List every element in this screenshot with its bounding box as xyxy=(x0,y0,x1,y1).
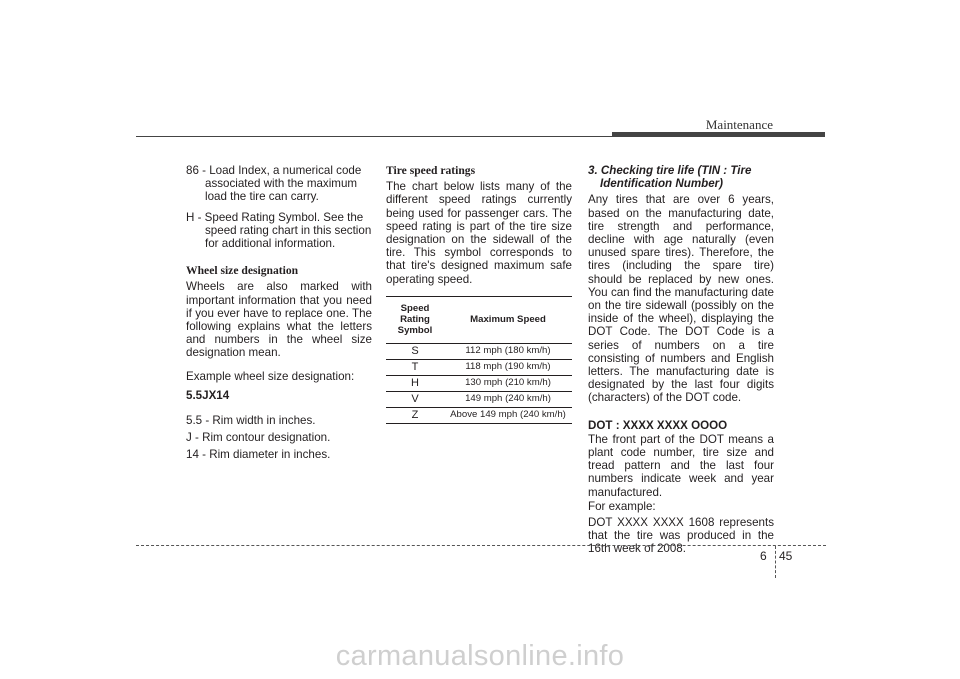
header-symbol: Speed Rating Symbol xyxy=(386,296,444,343)
rim-diameter-item: 14 - Rim diameter in inches. xyxy=(186,448,331,462)
section-title: Maintenance xyxy=(705,117,773,132)
chapter-number: 6 xyxy=(760,549,767,563)
table-row xyxy=(386,407,572,423)
rating-speed: 130 mph (210 km/h) xyxy=(444,375,572,391)
rating-symbol: S xyxy=(386,343,444,359)
table-row xyxy=(386,375,572,391)
rating-symbol: Z xyxy=(386,407,444,423)
dot-code: DOT : XXXX XXXX OOOO xyxy=(588,418,728,432)
dot-explanation: The front part of the DOT means a plant code number, tire size and tread pattern and the last four numbers indicate week and year manufactured. xyxy=(588,432,774,499)
rating-symbol: H xyxy=(386,375,444,391)
rating-speed: 149 mph (240 km/h) xyxy=(444,391,572,407)
column-right xyxy=(588,164,774,566)
speed-symbol-item: H - Speed Rating Symbol. See the speed rating chart in this section for additional information. xyxy=(186,210,372,251)
speed-rating-table xyxy=(386,296,572,424)
watermark: carmanualsonline.info xyxy=(335,640,625,672)
example-label: Example wheel size designation: xyxy=(186,369,355,383)
dot-example: DOT XXXX XXXX 1608 represents that the tire was produced in the 16th week of 2008. xyxy=(588,516,774,556)
column-left xyxy=(186,164,372,466)
header-rule-accent xyxy=(612,132,825,137)
speed-ratings-heading: Tire speed ratings xyxy=(386,164,476,177)
column-middle xyxy=(386,164,572,424)
header-max-speed: Maximum Speed xyxy=(444,296,572,343)
tire-life-body: Any tires that are over 6 years, based on the manufacturing date, tire strength and performance, decline with age naturally (even unused spare tires). Therefore, the tires (including the spare tire) should be replaced by new ones. You can find the manufacturing date on the tire sidewall (possibly on the inside of the wheel), displaying the DOT Code. The DOT Code is a series of numbers on a tire consisting of numbers and English letters. The manufacturing date is designated by the last four digits (characters) of the DOT code. xyxy=(588,193,774,405)
footer-divider xyxy=(136,545,826,546)
rim-width-item: 5.5 - Rim width in inches. xyxy=(186,414,316,428)
rim-contour-item: J - Rim contour designation. xyxy=(186,431,331,445)
page-number: 45 xyxy=(779,549,793,563)
example-code: 5.5JX14 xyxy=(186,388,230,402)
table-header-row xyxy=(386,296,572,343)
tire-life-heading: 3. Checking tire life (TIN : Tire Identification Number) xyxy=(588,164,752,191)
rating-symbol: V xyxy=(386,391,444,407)
speed-ratings-body: The chart below lists many of the different speed ratings currently being used for passenger cars. The speed rating is part of the tire size designation on the sidewall of the tire. This symbol corresponds to that tire's designed maximum safe operating speed. xyxy=(386,180,572,286)
rating-symbol: T xyxy=(386,359,444,375)
wheel-size-body: Wheels are also marked with important information that you need if you ever have to replace one. The following explains what the letters and numbers in the wheel size designation mean. xyxy=(186,280,372,360)
rating-speed: 118 mph (190 km/h) xyxy=(444,359,572,375)
table-row xyxy=(386,391,572,407)
table-row xyxy=(386,343,572,359)
load-index-item: 86 - Load Index, a numerical code associated with the maximum load the tire can carry. xyxy=(186,164,362,204)
rating-speed: 112 mph (180 km/h) xyxy=(444,343,572,359)
wheel-size-heading: Wheel size designation xyxy=(186,264,299,278)
header-rule xyxy=(136,136,616,137)
rating-speed: Above 149 mph (240 km/h) xyxy=(444,407,572,423)
page-number-divider xyxy=(775,546,776,578)
table-row xyxy=(386,359,572,375)
example-label-right: For example: xyxy=(588,499,656,513)
